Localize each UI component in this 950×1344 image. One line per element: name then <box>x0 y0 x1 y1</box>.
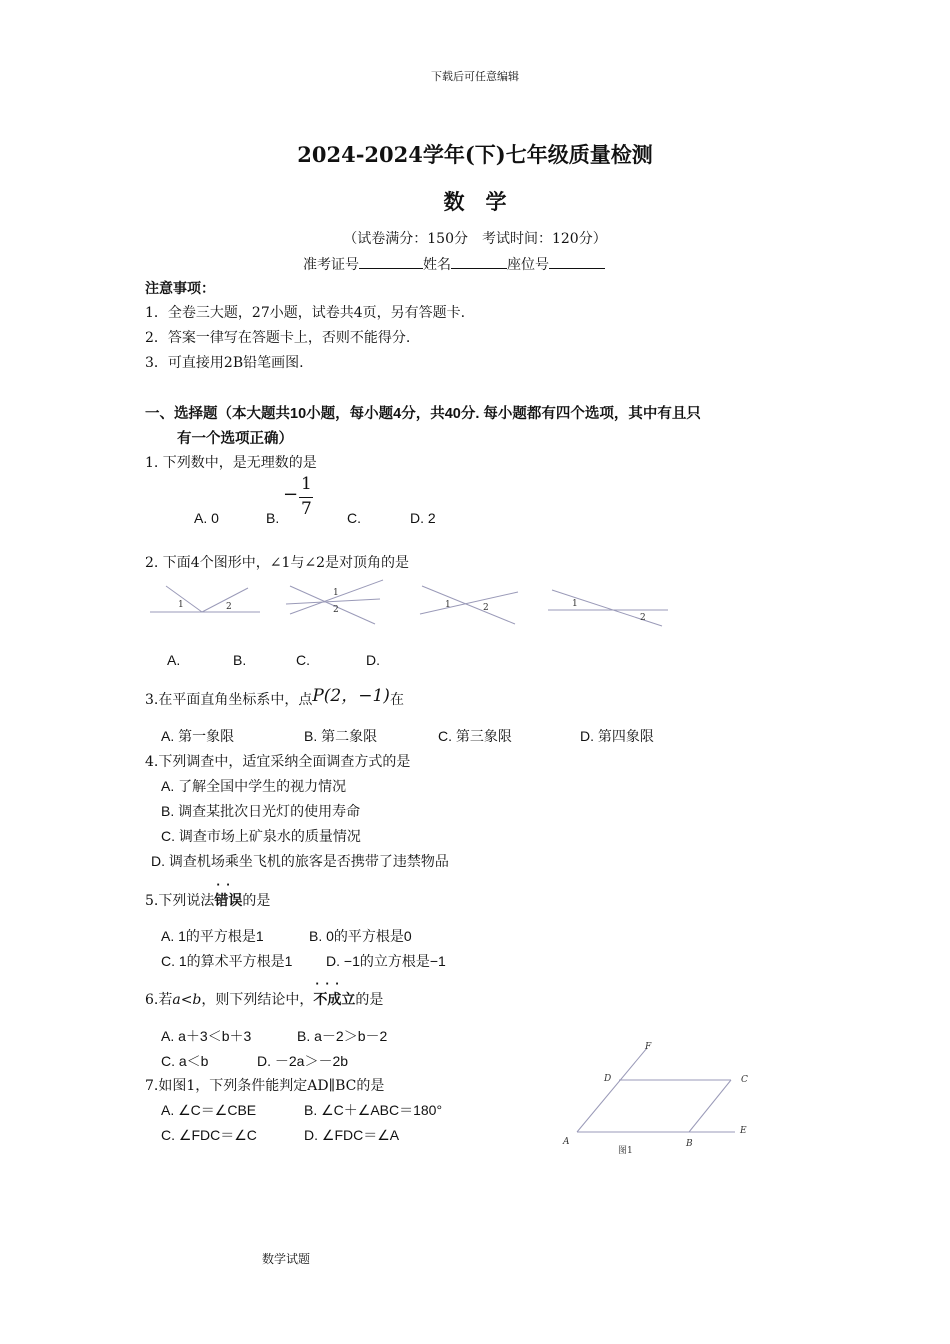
q4-option-b[interactable]: B. 调查某批次日光灯的使用寿命 <box>161 803 361 819</box>
q2-option-a[interactable]: A. <box>167 652 181 668</box>
candidate-info <box>303 254 605 274</box>
q4-option-d[interactable]: D. 调查机场乘坐飞机的旅客是否携带了违禁物品 <box>151 853 449 869</box>
subject-title: 数 学 <box>443 189 507 214</box>
section1-heading: 一、选择题（本大题共10小题，每小题4分，共40分. 每小题都有四个选项，其中有且只 <box>145 406 701 422</box>
q6-stem <box>145 989 383 1009</box>
point-c: C <box>741 1075 748 1085</box>
q6-option-b[interactable]: B. a－2＞b－2 <box>297 1028 388 1044</box>
fraction-denominator: 7 <box>301 499 312 519</box>
q5-emphasis: · · 错误 <box>214 890 242 910</box>
q6-option-a[interactable]: A. a＋3＜b＋3 <box>161 1028 252 1044</box>
line-af <box>577 1048 647 1132</box>
angle-label-2: 2 <box>640 613 646 623</box>
point-a: A <box>563 1137 570 1147</box>
seat-blank[interactable] <box>549 254 605 269</box>
q3-stem-text-end: 在 <box>389 692 404 708</box>
q6-condition: a<b <box>172 992 202 1008</box>
q7-stem: 7.如图1，下列条件能判定AD∥BC的是 <box>145 1078 385 1094</box>
q3-option-d[interactable]: D. 第四象限 <box>580 728 654 744</box>
q6-option-d[interactable]: D. －2a＞－2b <box>257 1053 349 1069</box>
q7-option-a[interactable]: A. ∠C＝∠CBE <box>161 1102 257 1118</box>
fraction-sign: − <box>283 484 299 505</box>
q1-option-c[interactable]: C. <box>347 510 361 526</box>
q3-point: P(2，−1) <box>312 686 390 706</box>
fraction-bar <box>299 497 313 498</box>
q3-stem <box>145 684 404 709</box>
name-label: 姓名 <box>423 257 451 273</box>
angle-label-1: 1 <box>445 600 451 610</box>
angle-label-2: 2 <box>333 605 339 615</box>
q4-stem: 4.下列调查中，适宜采纳全面调查方式的是 <box>145 754 411 770</box>
q7-option-b[interactable]: B. ∠C＋∠ABC＝180° <box>304 1102 443 1118</box>
q5-stem-text: 5.下列说法 <box>145 893 215 909</box>
q5-stem-text-end: 的是 <box>242 893 271 909</box>
q2-option-b[interactable]: B. <box>233 652 247 668</box>
q5-stem <box>145 890 270 910</box>
q7-option-c[interactable]: C. ∠FDC＝∠C <box>161 1127 257 1143</box>
notes-heading: 注意事项： <box>145 280 215 296</box>
q5-option-b[interactable]: B. 0的平方根是0 <box>309 928 412 944</box>
q5-option-d[interactable]: D. −1的立方根是−1 <box>326 953 446 969</box>
q4-option-a[interactable]: A. 了解全国中学生的视力情况 <box>161 778 347 794</box>
angle-label-2: 2 <box>226 602 232 612</box>
q1-option-a[interactable]: A. 0 <box>194 510 219 526</box>
q6-emphasis: · · · 不成立 <box>313 989 355 1009</box>
q1-option-d[interactable]: D. 2 <box>410 510 436 526</box>
note-item: 2．答案一律写在答题卡上，否则不能得分. <box>145 330 411 346</box>
q4-option-c[interactable]: C. 调查市场上矿泉水的质量情况 <box>161 828 361 844</box>
q2-figure-a <box>150 586 260 612</box>
q3-stem-text: 3.在平面直角坐标系中，点 <box>145 692 313 708</box>
figure-caption: 图1 <box>618 1146 633 1156</box>
id-label: 准考证号 <box>303 257 359 273</box>
q3-option-b[interactable]: B. 第二象限 <box>304 728 378 744</box>
q2-option-d[interactable]: D. <box>366 652 380 668</box>
q1-fraction <box>283 474 319 522</box>
section1-heading-cont: 有一个选项正确） <box>177 431 293 447</box>
header-note: 下载后可任意编辑 <box>431 70 519 83</box>
q5-option-c[interactable]: C. 1的算术平方根是1 <box>161 953 293 969</box>
page-footer: 数学试题 <box>262 1252 311 1266</box>
point-e: E <box>740 1126 747 1136</box>
angle-label-1: 1 <box>572 599 578 609</box>
q6-stem-text: 6.若 <box>145 992 173 1008</box>
point-f: F <box>645 1042 652 1052</box>
q2-figure-d <box>548 590 668 626</box>
q7-option-d[interactable]: D. ∠FDC＝∠A <box>304 1127 400 1143</box>
point-b: B <box>686 1139 693 1149</box>
q2-figure-c <box>420 586 518 624</box>
q6-option-c[interactable]: C. a＜b <box>161 1053 209 1069</box>
q2-figures <box>140 574 680 634</box>
seat-label: 座位号 <box>507 257 549 273</box>
q2-option-c[interactable]: C. <box>296 652 310 668</box>
point-d: D <box>604 1074 612 1084</box>
line-bc <box>689 1080 731 1132</box>
angle-label-1: 1 <box>333 588 339 598</box>
q1-option-b[interactable]: B. <box>266 510 280 526</box>
exam-info: （试卷满分：150分 考试时间：120分） <box>343 231 607 247</box>
q1-stem: 1. 下列数中，是无理数的是 <box>145 455 317 471</box>
angle-label-1: 1 <box>178 600 184 610</box>
fraction-numerator: 1 <box>301 474 312 494</box>
name-blank[interactable] <box>451 254 507 269</box>
q3-option-c[interactable]: C. 第三象限 <box>438 728 512 744</box>
q2-stem: 2. 下面4个图形中，∠1与∠2是对顶角的是 <box>145 555 409 571</box>
angle-label-2: 2 <box>483 603 489 613</box>
exam-title: 2024-2024学年(下)七年级质量检测 <box>297 142 653 167</box>
q5-option-a[interactable]: A. 1的平方根是1 <box>161 928 264 944</box>
q7-figure <box>555 1034 765 1164</box>
q3-option-a[interactable]: A. 第一象限 <box>161 728 235 744</box>
note-item: 3．可直接用2B铅笔画图. <box>145 355 304 371</box>
q2-figure-b <box>286 580 383 624</box>
note-item: 1．全卷三大题，27小题，试卷共4页，另有答题卡. <box>145 305 466 321</box>
q6-stem-text-mid: ，则下列结论中， <box>201 992 314 1008</box>
id-blank[interactable] <box>359 254 423 269</box>
q6-stem-text-end: 的是 <box>355 992 384 1008</box>
